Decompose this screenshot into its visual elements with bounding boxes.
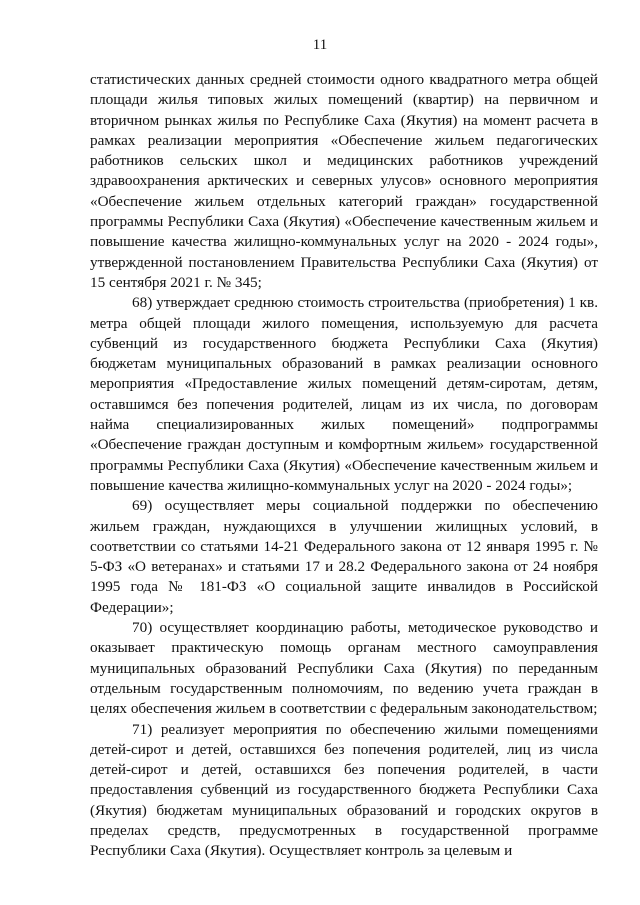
paragraph-item-70: 70) осуществляет координацию работы, методическое руководство и оказывает практическую помощь органам местного самоуправления муниципальных образований Республики Саха (Якутия) по переданным отдельным государственным полномочиям, по ведению учета граждан в целях обеспечения жильем в соответствии с федеральным законодательством;: [90, 619, 598, 718]
document-body: [90, 70, 598, 862]
paragraph-item-68: 68) утверждает среднюю стоимость строительства (приобретения) 1 кв. метра общей площади жилого помещения, используемую для расчета субвенций из государственного бюджета Республики Саха (Якутия) бюджетам муниципальных образований в рамках реализации основного мероприятия «Предоставление жилых помещений детям-сиротам, детям, оставшимся без попечения родителей, лицам из их числа, по договорам найма специализированных жилых помещений» подпрограммы «Обеспечение граждан доступным и комфортным жильем» государственной программы Республики Саха (Якутия) «Обеспечение качественным жильем и повышение качества жилищно-коммунальных услуг на 2020 - 2024 годы»;: [90, 294, 598, 494]
paragraph-item-69: 69) осуществляет меры социальной поддержки по обеспечению жильем граждан, нуждающихся в улучшении жилищных условий, в соответствии со статьями 14-21 Федерального закона от 12 января 1995 г. № 5-ФЗ «О ветеранах» и статьями 17 и 28.2 Федерального закона от 24 ноября 1995 года № 181-ФЗ «О социальной защите инвалидов в Российской Федерации»;: [90, 497, 598, 616]
paragraph-item-71: 71) реализует мероприятия по обеспечению жилыми помещениями детей-сирот и детей, оставшихся без попечения родителей, лиц из числа детей-сирот и детей, оставшихся без попечения родителей, в части предоставления субвенций из государственного бюджета Республики Саха (Якутия) бюджетам муниципальных образований и городских округов в пределах средств, предусмотренных в государственной программе Республики Саха (Якутия). Осуществляет контроль за целевым и: [90, 720, 598, 860]
page-number: 11: [312, 37, 328, 53]
paragraph-continued: статистических данных средней стоимости одного квадратного метра общей площади жилья типовых жилых помещений (квартир) на первичном и вторичном рынках жилья по Республике Саха (Якутия) на момент расчета в рамках реализации мероприятия «Обеспечение жильем педагогических работников сельских школ и медицинских работников учреждений здравоохранения арктических и северных улусов» основного мероприятия «Обеспечение жильем отдельных категорий граждан» государственной программы Республики Саха (Якутия) «Обеспечение качественным жильем и повышение качества жилищно-коммунальных услуг на 2020 - 2024 годы», утвержденной постановлением Правительства Республики Саха (Якутия) от 15 сентября 2021 г. № 345;: [90, 71, 598, 291]
